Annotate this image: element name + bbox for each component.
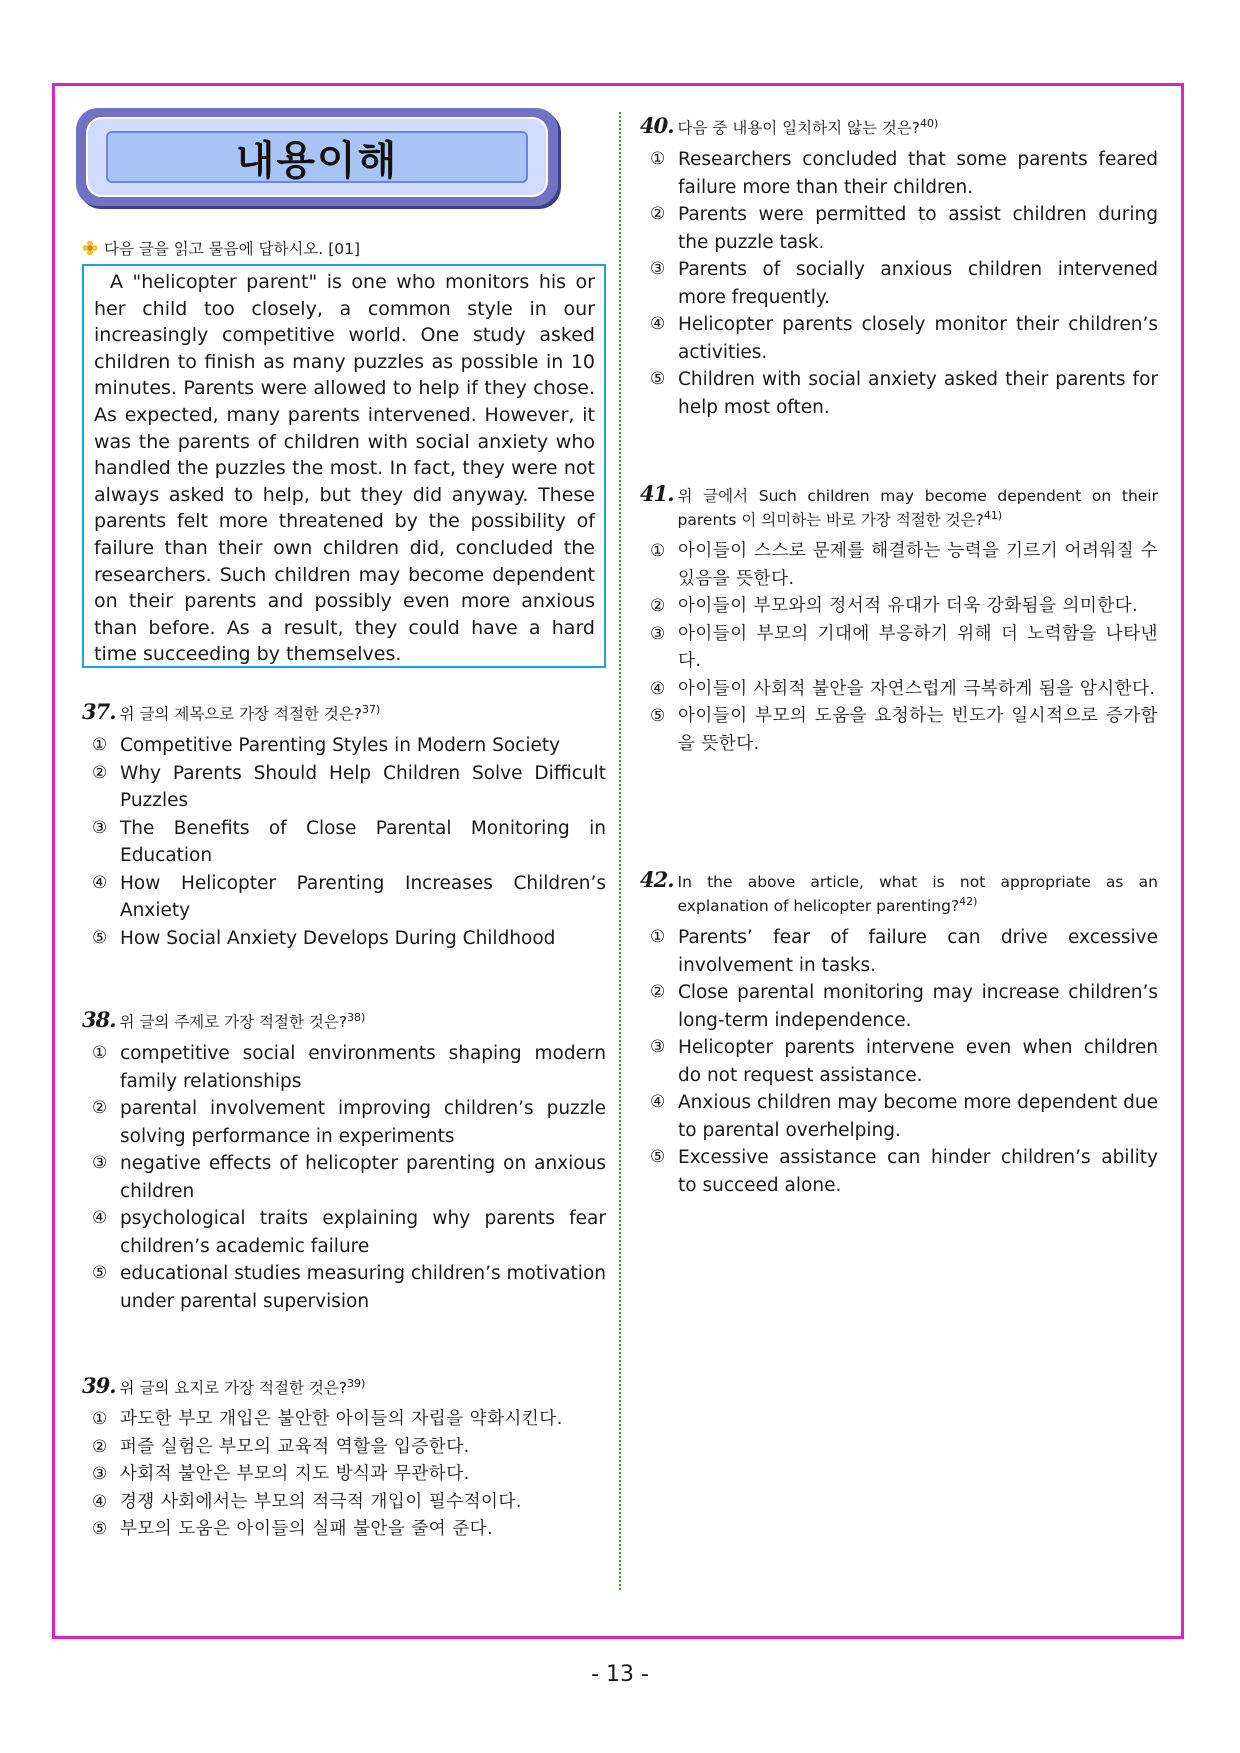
title-inner-border <box>86 117 548 197</box>
option[interactable] <box>640 201 1158 256</box>
question-header <box>640 868 1158 920</box>
option[interactable] <box>640 1144 1158 1199</box>
option-text: Close parental monitoring may increase children’s long-term independence. <box>678 982 1158 1031</box>
option-text: Parents’ fear of failure can drive excessive involvement in tasks. <box>678 927 1158 976</box>
option-text: 아이들이 부모와의 정서적 유대가 더욱 강화됨을 의미한다. <box>678 596 1139 616</box>
question-42 <box>640 868 1158 1199</box>
option[interactable] <box>640 256 1158 311</box>
footnote-marker: 40) <box>920 117 939 130</box>
option[interactable] <box>82 1260 606 1315</box>
section-title: 내용이해 <box>235 137 399 184</box>
section-title-banner <box>76 108 558 206</box>
option[interactable] <box>82 1040 606 1095</box>
footnote-marker: 42) <box>959 895 978 908</box>
option-text: competitive social environments shaping modern family relationships <box>120 1043 606 1092</box>
question-number: 38. <box>82 1007 116 1032</box>
question-37 <box>82 700 606 952</box>
option-mark: ④ <box>92 1208 108 1228</box>
option-text: Children with social anxiety asked their parents for help most often. <box>678 369 1158 418</box>
option[interactable] <box>82 760 606 815</box>
question-stem: 위 글의 주제로 가장 적절한 것은?$^{38)}$ <box>119 1011 366 1031</box>
question-41 <box>640 482 1158 758</box>
column-divider <box>619 112 621 1590</box>
option-text: 아이들이 부모의 기대에 부응하기 위해 더 노력함을 나타낸다. <box>678 623 1158 671</box>
option-text: How Social Anxiety Develops During Childhood <box>120 927 556 949</box>
question-header <box>82 1374 606 1402</box>
option-text: 아이들이 부모의 도움을 요청하는 빈도가 일시적으로 증가함을 뜻한다. <box>678 706 1158 754</box>
option-text: negative effects of helicopter parenting on anxious children <box>120 1153 606 1202</box>
footnote-marker: 38) <box>347 1011 366 1024</box>
instruction <box>82 237 360 259</box>
option[interactable] <box>640 538 1158 593</box>
option-mark: ① <box>650 541 666 561</box>
option-mark: ④ <box>650 314 666 334</box>
option-list <box>82 1406 606 1544</box>
question-header <box>82 700 606 728</box>
option-list <box>640 924 1158 1199</box>
option-text: Competitive Parenting Styles in Modern Society <box>120 735 561 756</box>
passage-box <box>82 264 606 668</box>
option[interactable] <box>82 1095 606 1150</box>
option-mark: ② <box>92 1436 108 1457</box>
question-stem: 위 글의 요지로 가장 적절한 것은?$^{39)}$ <box>119 1377 366 1397</box>
question-number: 42. <box>640 867 674 892</box>
option[interactable] <box>640 311 1158 366</box>
option[interactable] <box>640 1034 1158 1089</box>
option-mark: ⑤ <box>650 369 666 389</box>
option-text: 사회적 불안은 부모의 지도 방식과 무관하다. <box>120 1464 470 1484</box>
option-text: educational studies measuring children’s motivation under parental supervision <box>120 1263 606 1312</box>
option-text: Helicopter parents intervene even when children do not request assistance. <box>678 1037 1158 1086</box>
option-mark: ③ <box>650 259 666 279</box>
question-header <box>640 114 1158 142</box>
option-text: Researchers concluded that some parents feared failure more than their children. <box>678 149 1158 198</box>
option-list <box>640 538 1158 758</box>
option-text: psychological traits explaining why parents fear children’s academic failure <box>120 1208 606 1257</box>
option[interactable] <box>82 1516 606 1544</box>
option-text: 아이들이 사회적 불안을 자연스럽게 극복하게 됨을 암시한다. <box>678 678 1156 699</box>
option[interactable] <box>640 366 1158 421</box>
option[interactable] <box>82 732 606 760</box>
option[interactable] <box>82 815 606 870</box>
option-text: The Benefits of Close Parental Monitoring in Education <box>120 817 606 866</box>
question-number: 41. <box>640 481 674 506</box>
option-mark: ③ <box>92 817 108 838</box>
option[interactable] <box>82 1489 606 1517</box>
option[interactable] <box>640 1089 1158 1144</box>
option-text: parental involvement improving children’s puzzle solving performance in experiments <box>120 1098 606 1147</box>
option-list <box>640 146 1158 421</box>
option-text: Anxious children may become more dependent due to parental overhelping. <box>678 1092 1158 1141</box>
option-mark: ⑤ <box>650 1147 666 1167</box>
option-text: 아이들이 스스로 문제를 해결하는 능력을 기르기 어려워질 수 있음을 뜻한다. <box>678 541 1158 589</box>
question-header <box>640 482 1158 534</box>
option[interactable] <box>640 924 1158 979</box>
option[interactable] <box>82 1434 606 1462</box>
option-mark: ③ <box>650 623 666 644</box>
option-text: Parents were permitted to assist children during the puzzle task. <box>678 204 1158 253</box>
option-mark: ⑤ <box>92 1263 108 1283</box>
option-mark: ② <box>650 596 666 616</box>
option-text: 부모의 도움은 아이들의 실패 불안을 줄여 준다. <box>120 1519 494 1539</box>
option[interactable] <box>640 676 1158 704</box>
question-stem: 다음 중 내용이 일치하지 않는 것은?$^{40)}$ <box>677 117 939 137</box>
flower-icon <box>82 240 98 256</box>
option-mark: ② <box>92 762 108 783</box>
option-mark: ③ <box>650 1037 666 1057</box>
question-number: 39. <box>82 1373 116 1398</box>
option-mark: ⑤ <box>92 1519 108 1539</box>
option[interactable] <box>82 1461 606 1489</box>
option-mark: ① <box>650 927 666 947</box>
option-text: 경쟁 사회에서는 부모의 적극적 개입이 필수적이다. <box>120 1491 522 1512</box>
option[interactable] <box>640 146 1158 201</box>
option-mark: ④ <box>92 1491 108 1512</box>
footnote-marker: 37) <box>362 703 381 716</box>
option-mark: ① <box>92 735 108 755</box>
option-mark: ③ <box>92 1464 108 1484</box>
page-number: - 13 - <box>591 1662 649 1687</box>
option-text: Excessive assistance can hinder children’s ability to succeed alone. <box>678 1147 1158 1196</box>
option[interactable] <box>640 621 1158 676</box>
option[interactable] <box>640 593 1158 621</box>
option-list <box>82 732 606 952</box>
option-text: Parents of socially anxious children intervened more frequently. <box>678 259 1158 308</box>
option-mark: ② <box>650 204 666 224</box>
option-mark: ① <box>650 149 666 169</box>
option-mark: ④ <box>650 678 666 699</box>
title-core <box>106 131 528 183</box>
option-mark: ④ <box>650 1092 666 1112</box>
question-stem: In the above article, what is not appropriate as an explanation of helicopter parenting?$^{42)}$ <box>677 873 1158 915</box>
option-mark: ③ <box>92 1153 108 1173</box>
option-text: 과도한 부모 개입은 불안한 아이들의 자립을 약화시킨다. <box>120 1409 563 1429</box>
question-number: 40. <box>640 113 674 138</box>
option-mark: ① <box>92 1409 108 1429</box>
question-stem: 위 글에서 Such children may become dependent on their parents 이 의미하는 바로 가장 적절한 것은?$^{41)}$ <box>677 487 1158 529</box>
footnote-marker: 41) <box>983 509 1003 522</box>
question-header <box>82 1008 606 1036</box>
option[interactable] <box>82 1406 606 1434</box>
option-mark: ④ <box>92 872 108 893</box>
option-text: How Helicopter Parenting Increases Children’s Anxiety <box>120 872 606 921</box>
option-mark: ② <box>92 1098 108 1118</box>
option-list <box>82 1040 606 1315</box>
option-mark: ② <box>650 982 666 1002</box>
option[interactable] <box>82 870 606 925</box>
question-39 <box>82 1374 606 1544</box>
option-text: Why Parents Should Help Children Solve Difficult Puzzles <box>120 762 606 811</box>
option-text: 퍼즐 실험은 부모의 교육적 역할을 입증한다. <box>120 1436 470 1457</box>
option[interactable] <box>640 703 1158 758</box>
option[interactable] <box>82 1205 606 1260</box>
footnote-marker: 39) <box>347 1377 366 1390</box>
passage-text: A "helicopter parent" is one who monitors his or her child too closely, a common style in our increasingly competitive world. One study asked children to finish as many puzzles as possible in 10 minutes. Parents were allowed to help if they chose. As expected, many parents intervened. However, it was the parents of children with social anxiety who handled the puzzles the most. In fact, they were not always asked to help, but they did anyway. These parents felt more threatened by the possibility of failure than their own children did, concluded the researchers. Such children may become dependent on their parents and possibly even more anxious than before. As a result, they could have a hard time succeeding by themselves. <box>94 271 595 666</box>
option-mark: ① <box>92 1043 108 1063</box>
question-38 <box>82 1008 606 1315</box>
question-number: 37. <box>82 699 116 724</box>
option[interactable] <box>82 1150 606 1205</box>
question-40 <box>640 114 1158 421</box>
option-mark: ⑤ <box>650 706 666 726</box>
question-stem: 위 글의 제목으로 가장 적절한 것은?$^{37)}$ <box>119 703 381 723</box>
option-mark: ⑤ <box>92 927 108 948</box>
option[interactable] <box>640 979 1158 1034</box>
option-text: Helicopter parents closely monitor their children’s activities. <box>678 314 1158 363</box>
instruction-text: 다음 글을 읽고 물음에 답하시오. [01] <box>104 240 361 258</box>
option[interactable] <box>82 925 606 953</box>
